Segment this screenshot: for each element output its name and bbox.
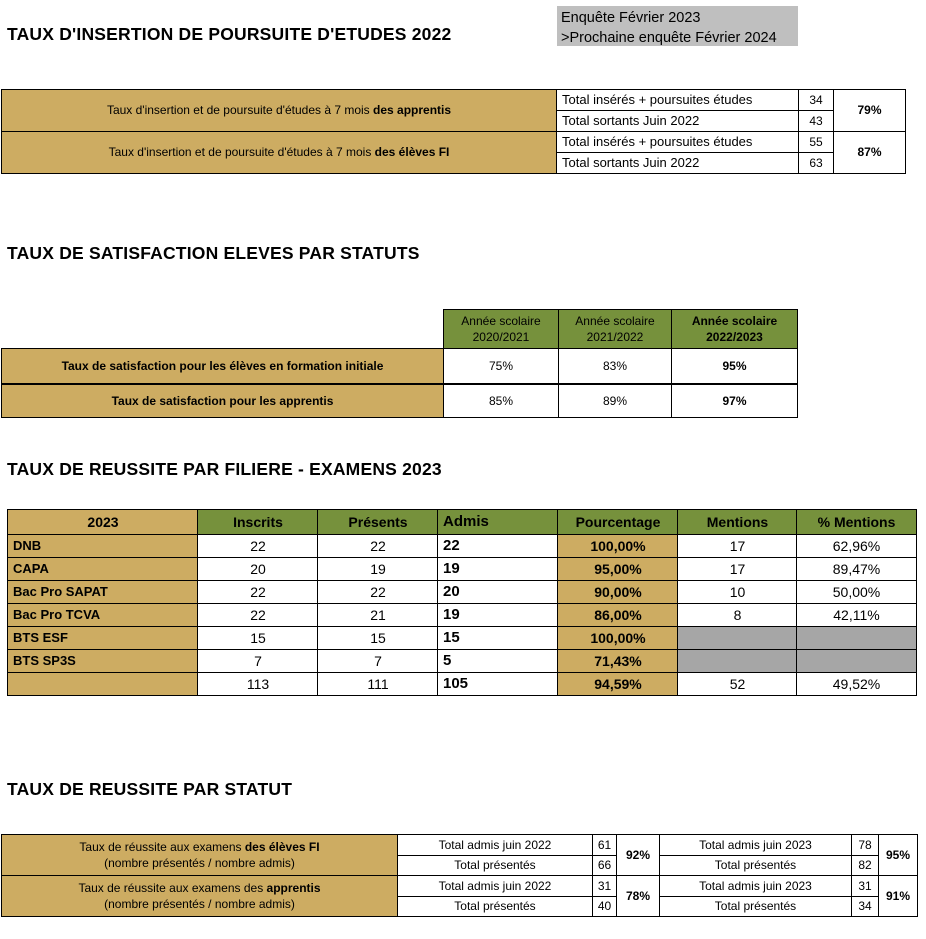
statut-rate: 78% xyxy=(616,875,660,917)
statut-cell-value: 34 xyxy=(851,896,879,917)
filiere-cell xyxy=(796,649,917,673)
statut-cell-label: Total admis juin 2023 xyxy=(659,875,852,897)
satisfaction-row-label: Taux de satisfaction pour les apprentis xyxy=(1,384,444,418)
filiere-cell: 100,00% xyxy=(557,626,679,650)
filiere-cell: 95,00% xyxy=(557,557,679,581)
filiere-header: 2023 xyxy=(7,509,199,535)
statut-rate: 95% xyxy=(878,834,918,876)
satisfaction-header-text: Année scolaire 2022/2023 xyxy=(691,313,778,344)
satisfaction-value: 83% xyxy=(558,348,672,384)
statut-cell-label: Total présentés xyxy=(659,855,852,876)
insertion-cell-value: 55 xyxy=(798,131,834,153)
insertion-cell-label: Total insérés + poursuites études xyxy=(556,131,799,153)
filiere-cell: 5 xyxy=(437,649,559,673)
satisfaction-header-text: Année scolaire 2020/2021 xyxy=(461,313,541,344)
satisfaction-header-text: Année scolaire 2021/2022 xyxy=(575,313,655,344)
filiere-row-label xyxy=(7,672,199,696)
filiere-row-label: CAPA xyxy=(7,557,199,581)
filiere-cell: 62,96% xyxy=(796,534,917,558)
insertion-cell-label: Total insérés + poursuites études xyxy=(556,89,799,111)
filiere-cell: 20 xyxy=(437,580,559,604)
filiere-cell: 21 xyxy=(317,603,439,627)
satisfaction-value: 97% xyxy=(671,384,798,418)
filiere-cell: 42,11% xyxy=(796,603,917,627)
statut-label-text: Taux de réussite aux examens des apprentis (nombre présentés / nombre admis) xyxy=(78,880,321,911)
statut-rate: 91% xyxy=(878,875,918,917)
filiere-cell: 20 xyxy=(197,557,319,581)
statut-cell-label: Total admis juin 2023 xyxy=(659,834,852,856)
filiere-cell: 22 xyxy=(197,603,319,627)
filiere-cell: 17 xyxy=(677,534,798,558)
satisfaction-value: 95% xyxy=(671,348,798,384)
filiere-row-label: DNB xyxy=(7,534,199,558)
filiere-cell: 71,43% xyxy=(557,649,679,673)
statut-cell-value: 66 xyxy=(592,855,617,876)
filiere-cell: 105 xyxy=(437,672,559,696)
filiere-header: % Mentions xyxy=(796,509,917,535)
insertion-label-text: Taux d'insertion et de poursuite d'études à 7 mois des apprentis xyxy=(106,103,452,118)
filiere-cell: 113 xyxy=(197,672,319,696)
statut-cell-value: 78 xyxy=(851,834,879,856)
survey-note-line2: >Prochaine enquête Février 2024 xyxy=(561,30,777,46)
filiere-header: Pourcentage xyxy=(557,509,679,535)
filiere-header: Présents xyxy=(317,509,439,535)
insertion-cell-value: 34 xyxy=(798,89,834,111)
insertion-cell-label: Total sortants Juin 2022 xyxy=(556,152,799,174)
filiere-title: TAUX DE REUSSITE PAR FILIERE - EXAMENS 2023 xyxy=(7,459,442,479)
statut-cell-label: Total présentés xyxy=(397,896,593,917)
insertion-cell-label: Total sortants Juin 2022 xyxy=(556,110,799,132)
satisfaction-header xyxy=(558,309,672,349)
statut-label-eleves-fi xyxy=(1,834,398,876)
filiere-cell: 22 xyxy=(317,580,439,604)
filiere-cell: 50,00% xyxy=(796,580,917,604)
filiere-cell: 15 xyxy=(197,626,319,650)
insertion-label-apprentis xyxy=(1,89,557,132)
satisfaction-header xyxy=(671,309,798,349)
filiere-cell: 19 xyxy=(437,557,559,581)
filiere-header: Mentions xyxy=(677,509,798,535)
satisfaction-title: TAUX DE SATISFACTION ELEVES PAR STATUTS xyxy=(7,243,420,263)
statut-cell-label: Total admis juin 2022 xyxy=(397,834,593,856)
insertion-rate: 79% xyxy=(833,89,906,132)
insertion-rate: 87% xyxy=(833,131,906,174)
statut-label-apprentis xyxy=(1,875,398,917)
satisfaction-row-label: Taux de satisfaction pour les élèves en formation initiale xyxy=(1,348,444,384)
statut-cell-value: 82 xyxy=(851,855,879,876)
filiere-cell: 52 xyxy=(677,672,798,696)
statut-cell-value: 31 xyxy=(851,875,879,897)
filiere-cell: 94,59% xyxy=(557,672,679,696)
statut-cell-value: 31 xyxy=(592,875,617,897)
statut-cell-label: Total admis juin 2022 xyxy=(397,875,593,897)
filiere-cell: 7 xyxy=(317,649,439,673)
filiere-cell: 8 xyxy=(677,603,798,627)
filiere-cell: 86,00% xyxy=(557,603,679,627)
filiere-cell: 22 xyxy=(197,534,319,558)
filiere-cell: 19 xyxy=(317,557,439,581)
filiere-cell: 100,00% xyxy=(557,534,679,558)
satisfaction-header xyxy=(443,309,559,349)
insertion-title: TAUX D'INSERTION DE POURSUITE D'ETUDES 2022 xyxy=(7,24,452,44)
filiere-cell: 89,47% xyxy=(796,557,917,581)
filiere-cell: 111 xyxy=(317,672,439,696)
filiere-row-label: BTS ESF xyxy=(7,626,199,650)
filiere-row-label: Bac Pro TCVA xyxy=(7,603,199,627)
filiere-cell xyxy=(677,626,798,650)
filiere-cell: 90,00% xyxy=(557,580,679,604)
statut-cell-value: 61 xyxy=(592,834,617,856)
filiere-cell: 22 xyxy=(197,580,319,604)
statut-cell-label: Total présentés xyxy=(397,855,593,876)
filiere-cell: 22 xyxy=(317,534,439,558)
filiere-header: Inscrits xyxy=(197,509,319,535)
survey-note-line1: Enquête Février 2023 xyxy=(561,10,701,26)
filiere-cell xyxy=(796,626,917,650)
filiere-cell: 15 xyxy=(317,626,439,650)
insertion-cell-value: 63 xyxy=(798,152,834,174)
filiere-cell: 17 xyxy=(677,557,798,581)
statut-label-text: Taux de réussite aux examens des élèves FI (nombre présentés / nombre admis) xyxy=(79,839,320,870)
filiere-cell: 22 xyxy=(437,534,559,558)
filiere-cell: 49,52% xyxy=(796,672,917,696)
filiere-cell: 10 xyxy=(677,580,798,604)
filiere-cell: 15 xyxy=(437,626,559,650)
satisfaction-value: 85% xyxy=(443,384,559,418)
satisfaction-value: 75% xyxy=(443,348,559,384)
statut-cell-label: Total présentés xyxy=(659,896,852,917)
insertion-label-eleves-fi xyxy=(1,131,557,174)
insertion-cell-value: 43 xyxy=(798,110,834,132)
statut-cell-value: 40 xyxy=(592,896,617,917)
survey-note xyxy=(557,6,798,46)
insertion-label-text: Taux d'insertion et de poursuite d'études à 7 mois des élèves FI xyxy=(108,145,450,160)
satisfaction-value: 89% xyxy=(558,384,672,418)
filiere-row-label: Bac Pro SAPAT xyxy=(7,580,199,604)
filiere-cell: 7 xyxy=(197,649,319,673)
filiere-row-label: BTS SP3S xyxy=(7,649,199,673)
filiere-cell: 19 xyxy=(437,603,559,627)
statut-title: TAUX DE REUSSITE PAR STATUT xyxy=(7,779,293,799)
filiere-header: Admis xyxy=(437,509,559,535)
filiere-cell xyxy=(677,649,798,673)
statut-rate: 92% xyxy=(616,834,660,876)
